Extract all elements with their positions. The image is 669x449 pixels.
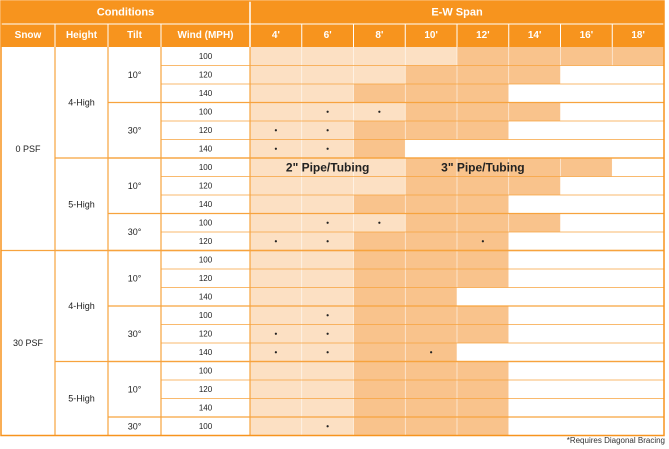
header-span-6: 14' xyxy=(527,30,542,41)
tilt-group-1: 10° xyxy=(127,69,142,80)
bracing-marker xyxy=(327,222,329,224)
bracing-marker xyxy=(430,351,432,353)
bracing-marker xyxy=(275,333,277,335)
header-span-5: 12' xyxy=(476,30,490,41)
bracing-marker xyxy=(378,222,380,224)
zone-3in-row-4 xyxy=(405,103,560,122)
height-group-3: 4-High xyxy=(68,301,95,311)
zone-3in-row-2 xyxy=(405,66,560,85)
header-span-2: 6' xyxy=(323,30,332,41)
wind-value-9: 140 xyxy=(198,199,213,209)
zone-3in-row-6 xyxy=(354,140,406,159)
wind-value-6: 140 xyxy=(198,144,213,154)
wind-value-18: 100 xyxy=(198,366,213,376)
header-span: E-W Span xyxy=(431,6,483,19)
tilt-group-3: 10° xyxy=(127,180,142,191)
wind-value-16: 120 xyxy=(198,329,213,339)
header-height: Height xyxy=(65,30,98,41)
header-tilt: Tilt xyxy=(127,30,142,41)
bracing-marker xyxy=(327,240,329,242)
zone-3in-row-12 xyxy=(354,251,509,270)
header-span-4: 10' xyxy=(424,30,438,41)
wind-value-19: 120 xyxy=(198,384,213,394)
bracing-marker xyxy=(327,333,329,335)
zone-2in-row-2 xyxy=(250,66,405,85)
wind-value-14: 140 xyxy=(198,292,213,302)
zone-3in-row-15 xyxy=(354,306,509,325)
zone-3in-row-11 xyxy=(354,232,509,251)
zone-3in-row-20 xyxy=(354,399,509,418)
wind-value-10: 100 xyxy=(198,218,213,228)
wind-value-17: 140 xyxy=(198,347,213,357)
wind-value-13: 120 xyxy=(198,273,213,283)
snow-group-1: 0 PSF xyxy=(15,143,41,154)
zone-3in-row-5 xyxy=(354,121,509,140)
wind-value-4: 100 xyxy=(198,107,213,117)
header-wind: Wind (MPH) xyxy=(177,30,234,41)
wind-value-2: 120 xyxy=(198,70,213,80)
bracing-marker xyxy=(327,129,329,131)
zone-3in-row-9 xyxy=(354,195,509,214)
bracing-marker xyxy=(327,351,329,353)
bracing-marker xyxy=(275,240,277,242)
bracing-marker xyxy=(275,351,277,353)
header-span-7: 16' xyxy=(579,30,594,41)
zone-3in-row-13 xyxy=(354,269,509,288)
header-span-1: 4' xyxy=(271,30,280,41)
header-snow: Snow xyxy=(14,30,42,41)
zone-3in-row-3 xyxy=(354,84,509,103)
bracing-marker xyxy=(327,425,329,427)
tilt-group-7: 10° xyxy=(127,384,142,395)
footnote: *Requires Diagonal Bracing xyxy=(566,436,665,445)
bracing-marker xyxy=(327,111,329,113)
bracing-marker xyxy=(327,314,329,316)
header-span-3: 8' xyxy=(375,30,384,41)
tilt-group-4: 30° xyxy=(127,227,142,237)
height-group-2: 5-High xyxy=(68,199,95,210)
tilt-group-8: 30° xyxy=(127,421,142,432)
bracing-marker xyxy=(482,240,484,242)
snow-group-2: 30 PSF xyxy=(12,338,44,348)
wind-value-11: 120 xyxy=(198,236,213,246)
height-group-1: 4-High xyxy=(68,97,95,108)
bracing-marker xyxy=(275,129,277,131)
wind-value-12: 100 xyxy=(198,255,213,265)
wind-value-7: 100 xyxy=(198,162,213,172)
wind-value-8: 120 xyxy=(198,181,213,191)
zone-label-2in: 2" Pipe/Tubing xyxy=(285,160,370,175)
zone-3in-row-8 xyxy=(405,177,560,196)
bracing-marker xyxy=(275,148,277,150)
bracing-marker xyxy=(378,111,380,113)
header-conditions: Conditions xyxy=(96,6,155,19)
height-group-4: 5-High xyxy=(68,393,95,404)
zone-3in-row-10 xyxy=(405,214,560,233)
zone-2in-row-8 xyxy=(250,177,405,196)
header-span-8: 18' xyxy=(631,30,645,41)
wind-value-20: 140 xyxy=(198,403,213,413)
wind-value-5: 120 xyxy=(198,125,213,135)
wind-value-1: 100 xyxy=(198,51,213,61)
zone-3in-row-21 xyxy=(354,417,509,436)
zone-3in-row-19 xyxy=(354,380,509,399)
tilt-group-6: 30° xyxy=(127,328,142,339)
wind-value-3: 140 xyxy=(198,88,213,98)
zone-3in-row-18 xyxy=(354,362,509,381)
bracing-marker xyxy=(327,148,329,150)
wind-value-15: 100 xyxy=(198,310,213,320)
wind-value-21: 100 xyxy=(198,421,213,431)
tilt-group-5: 10° xyxy=(127,273,142,284)
tilt-group-2: 30° xyxy=(127,125,142,136)
zone-label-3in: 3" Pipe/Tubing xyxy=(441,160,525,175)
zone-3in-row-16 xyxy=(354,325,509,344)
